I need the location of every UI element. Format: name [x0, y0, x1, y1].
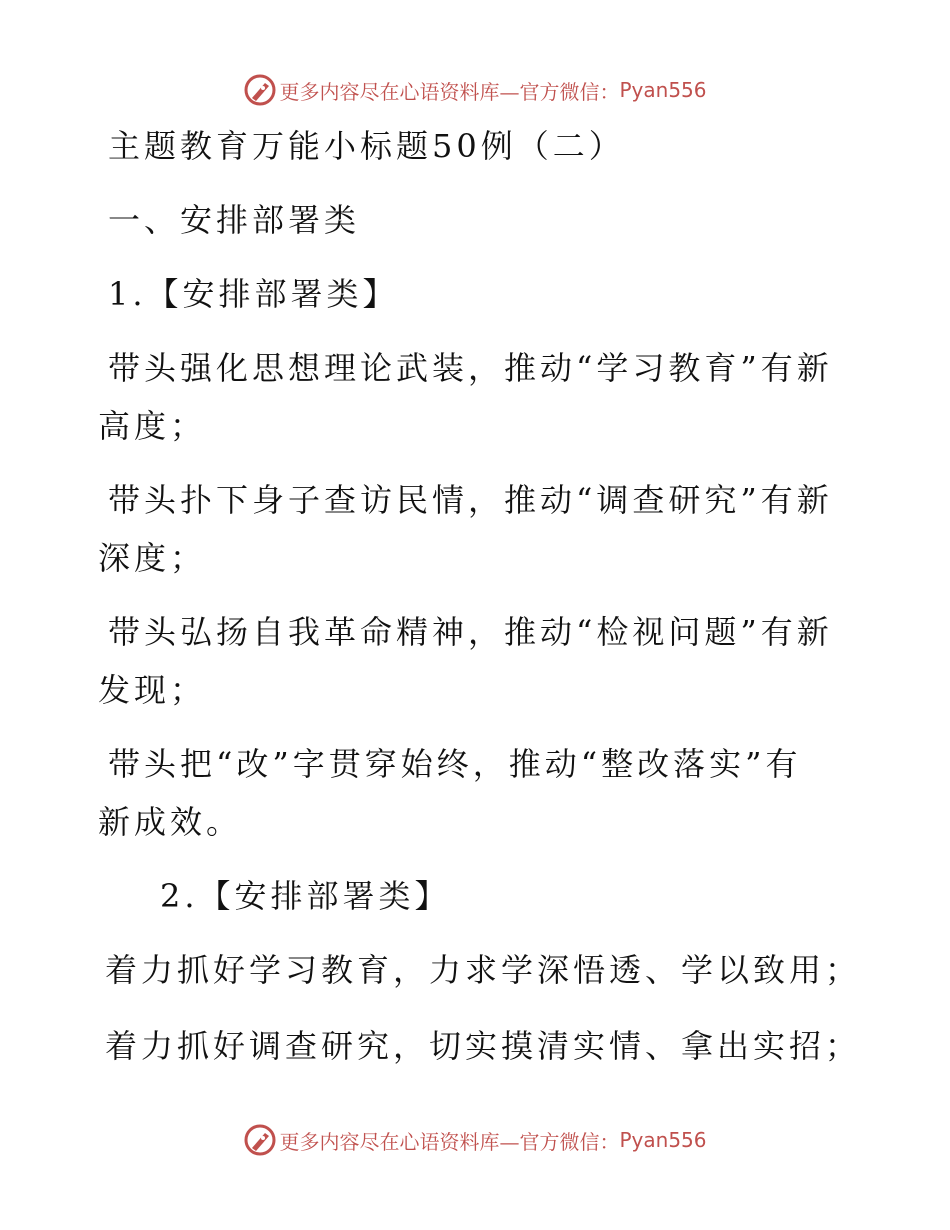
- pen-nib-icon: [243, 73, 277, 107]
- item1-paragraph3-line2: 发现；: [98, 671, 207, 709]
- item2-paragraph2: 着力抓好调查研究，切实摸清实情、拿出实招；: [105, 1027, 862, 1065]
- doc-title: 主题教育万能小标题50例（二）: [108, 127, 625, 165]
- item2-heading: 2.【安排部署类】: [160, 877, 451, 915]
- item1-paragraph1-line1: 带头强化思想理论武装，推动“学习教育”有新: [108, 349, 833, 387]
- item1-paragraph2-line2: 深度；: [98, 539, 207, 577]
- item1-paragraph2-line1: 带头扑下身子查访民情，推动“调查研究”有新: [108, 481, 833, 519]
- watermark-banner-top: [0, 70, 950, 110]
- watermark-wechat-id: Pyan556: [619, 1128, 707, 1152]
- watermark-text: 更多内容尽在心语资料库—官方微信：: [279, 1129, 620, 1154]
- watermark-wechat-id: Pyan556: [619, 78, 707, 102]
- item1-paragraph1-line2: 高度；: [98, 407, 207, 445]
- watermark-banner-bottom: [0, 1120, 950, 1160]
- item1-paragraph3-line1: 带头弘扬自我革命精神，推动“检视问题”有新: [108, 613, 833, 651]
- item2-paragraph1: 着力抓好学习教育，力求学深悟透、学以致用；: [105, 951, 862, 989]
- pen-nib-icon: [243, 1123, 277, 1157]
- item1-paragraph4-line2: 新成效。: [98, 803, 243, 841]
- watermark-text: 更多内容尽在心语资料库—官方微信：: [279, 79, 620, 104]
- item1-paragraph4-line1: 带头把“改”字贯穿始终，推动“整改落实”有: [108, 745, 802, 783]
- section-heading: 一、安排部署类: [108, 201, 361, 239]
- item1-heading: 1.【安排部署类】: [108, 275, 399, 313]
